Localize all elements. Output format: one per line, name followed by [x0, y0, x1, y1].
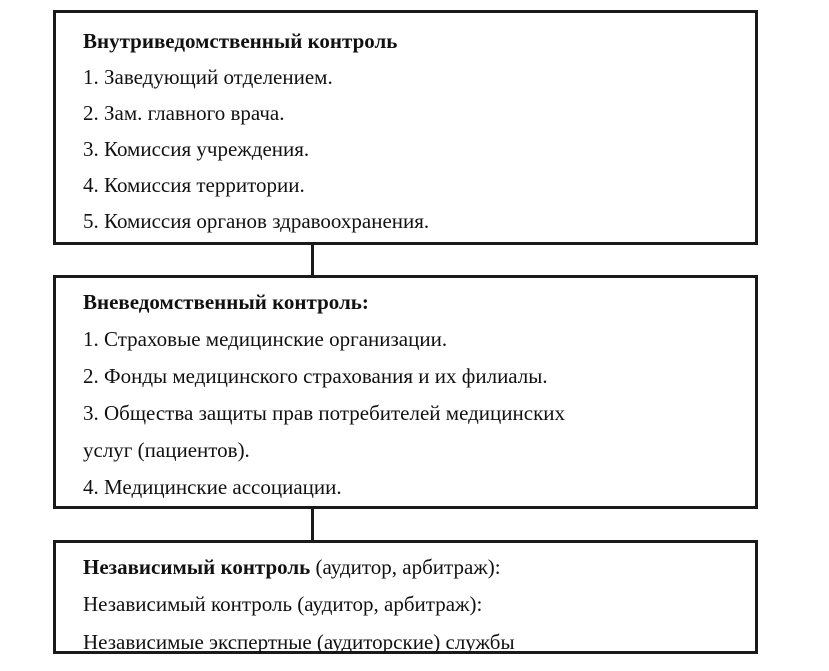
- internal-control-item: 5. Комиссия органов здравоохранения.: [83, 209, 430, 233]
- internal-control-title: Внутриведомственный контроль: [83, 29, 398, 53]
- independent-control-content: [83, 543, 745, 661]
- internal-control-item: 2. Зам. главного врача.: [83, 101, 285, 125]
- external-control-item: 2. Фонды медицинского страхования и их филиалы.: [83, 364, 548, 388]
- external-control-content: [83, 278, 745, 506]
- independent-control-title: [83, 549, 745, 585]
- external-control-item: 3. Общества защиты прав потребителей медицинских: [83, 401, 566, 425]
- internal-control-item: 1. Заведующий отделением.: [83, 65, 333, 89]
- external-control-item: 1. Страховые медицинские организации.: [83, 327, 448, 351]
- connector-line: [311, 245, 314, 275]
- internal-control-box: [53, 10, 758, 245]
- independent-control-title-bold: Независимый контроль: [83, 555, 311, 579]
- internal-control-item: 4. Комиссия территории.: [83, 173, 305, 197]
- independent-control-title-rest: (аудитор, арбитраж):: [310, 555, 501, 579]
- external-control-item: 4. Медицинские ассоциации.: [83, 475, 342, 499]
- external-control-item: услуг (пациентов).: [83, 438, 250, 462]
- external-control-title: Вневедомственный контроль:: [83, 290, 369, 314]
- independent-control-item: Независимый контроль (аудитор, арбитраж):: [83, 592, 483, 616]
- external-control-box: [53, 275, 758, 509]
- internal-control-content: [83, 13, 745, 239]
- independent-control-box: [53, 540, 758, 654]
- independent-control-item: Независимые экспертные (аудиторские) службы: [83, 630, 515, 654]
- connector-line: [311, 509, 314, 540]
- internal-control-item: 3. Комиссия учреждения.: [83, 137, 310, 161]
